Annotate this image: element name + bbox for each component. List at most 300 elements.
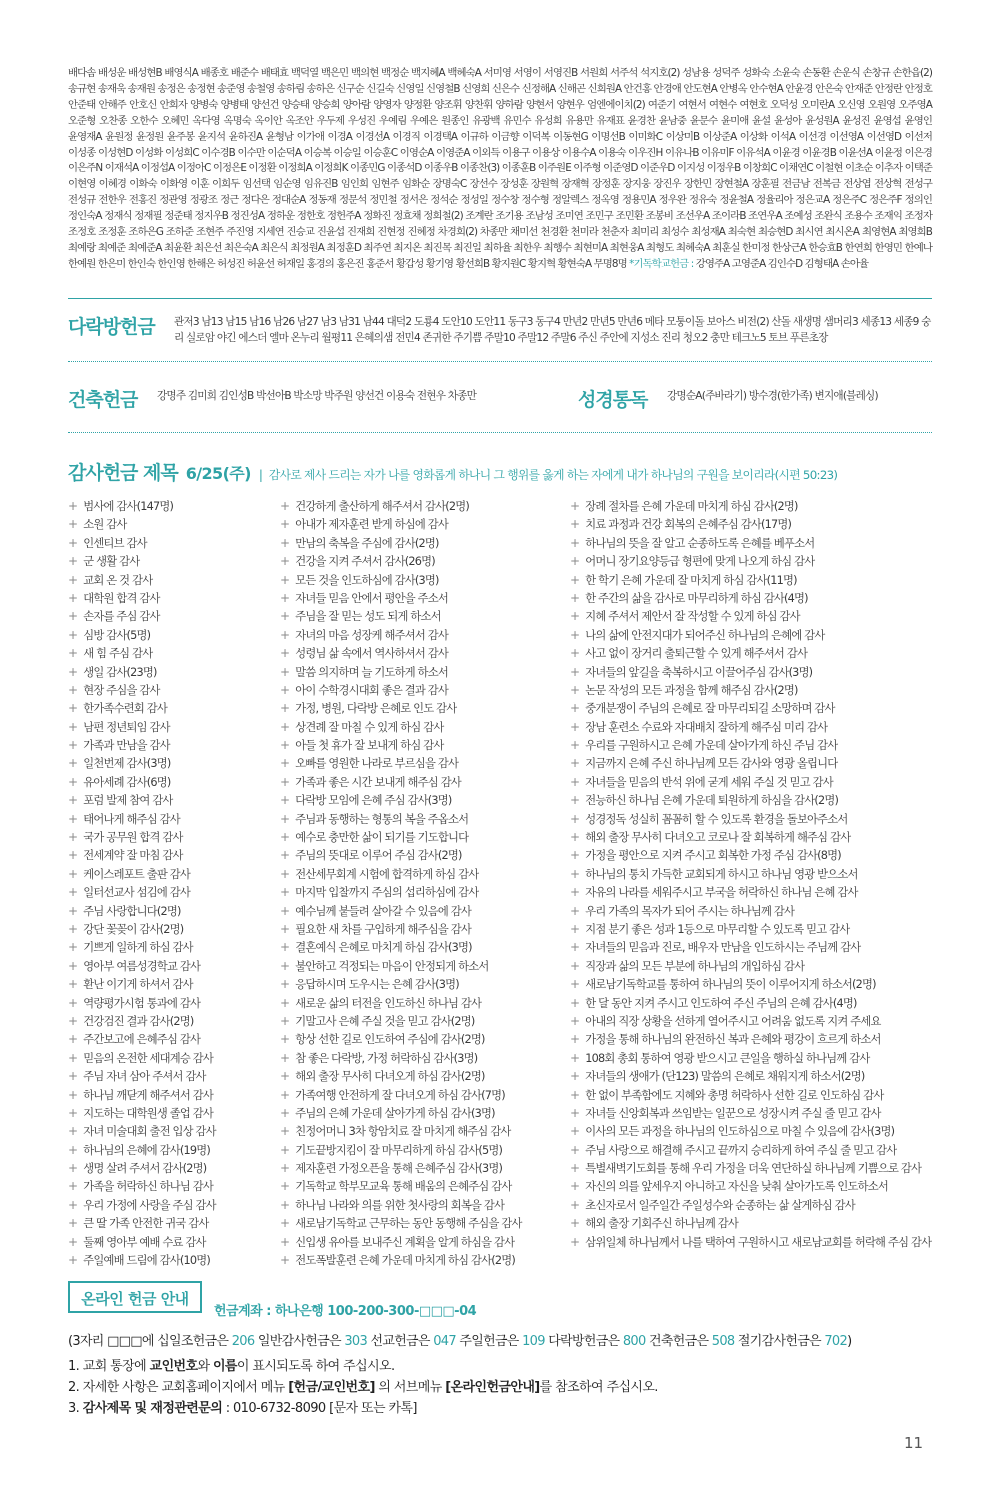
plus-icon: + bbox=[68, 646, 78, 661]
thanks-topic-text: 우리 가정에 사랑을 주심 감사 bbox=[83, 1198, 216, 1212]
thanks-topic-item bbox=[68, 883, 216, 901]
thanks-topic-item bbox=[68, 552, 216, 570]
thanks-topic-item bbox=[68, 975, 216, 993]
plus-icon: + bbox=[280, 1087, 290, 1102]
thanks-topic-text: 자녀들을 믿음의 반석 위에 굳게 세워 주실 것 믿고 감사 bbox=[585, 775, 833, 789]
note-bold: 교인번호 bbox=[149, 1359, 198, 1374]
thanks-topic-text: 성경정독 성실히 꼼꼼히 할 수 있도록 환경을 돌보아주소서 bbox=[585, 812, 848, 826]
thanks-topic-item bbox=[68, 773, 216, 791]
thanks-topic-text: 기말고사 은혜 주실 것을 믿고 감사(2명) bbox=[295, 1014, 475, 1028]
thanks-topic-item bbox=[280, 791, 522, 809]
thanks-topic-item bbox=[280, 773, 522, 791]
thanks-topic-item bbox=[280, 1196, 522, 1214]
thanks-topic-text: 치료 과정과 건강 회복의 은혜주심 감사(17명) bbox=[585, 518, 792, 532]
thanks-topic-item bbox=[68, 754, 216, 772]
thanks-topic-text: 주님 사랑합니다(2명) bbox=[83, 904, 181, 918]
plus-icon: + bbox=[280, 646, 290, 661]
thanks-topic-item bbox=[570, 1159, 931, 1177]
thanks-topic-text: 지도하는 대학원생 졸업 감사 bbox=[83, 1106, 213, 1120]
thanks-column-2 bbox=[280, 497, 522, 1269]
thanks-topic-text: 불안하고 걱정되는 마음이 안정되게 하소서 bbox=[295, 959, 489, 973]
page-number: 11 bbox=[904, 1434, 924, 1452]
thanks-topic-item bbox=[570, 515, 931, 533]
thanks-topic-item bbox=[280, 865, 522, 883]
thanks-topic-item bbox=[68, 681, 216, 699]
thanks-topic-text: 새로남기독학교 근무하는 동안 동행해 주심을 감사 bbox=[295, 1217, 522, 1231]
plus-icon: + bbox=[280, 1179, 290, 1194]
thanks-topic-item bbox=[68, 791, 216, 809]
thanks-topic-text: 주일예배 드림에 감사(10명) bbox=[83, 1254, 210, 1268]
thanks-topic-text: 군 생활 감사 bbox=[83, 555, 140, 569]
thanks-topic-text: 일천번제 감사(3명) bbox=[83, 757, 171, 771]
plus-icon: + bbox=[68, 719, 78, 734]
thanks-topic-text: 새로남기독학교를 통하여 하나님의 뜻이 이루어지게 하소서(2명) bbox=[585, 978, 876, 992]
thanks-topic-item bbox=[68, 571, 216, 589]
thanks-topic-text: 유아세례 감사(6명) bbox=[83, 775, 171, 789]
thanks-topic-text: 해외 출장 무사히 다녀오게 하심 감사(2명) bbox=[295, 1070, 485, 1084]
thanks-topic-item bbox=[570, 1141, 931, 1159]
thanks-topic-item bbox=[280, 1141, 522, 1159]
thanks-topic-item bbox=[570, 1233, 931, 1251]
thanks-topic-item bbox=[570, 902, 931, 920]
plus-icon: + bbox=[68, 958, 78, 973]
plus-icon: + bbox=[570, 738, 580, 753]
thanks-topic-text: 우리 가족의 목자가 되어 주시는 하나님께 감사 bbox=[585, 904, 795, 918]
section-divider bbox=[68, 298, 932, 299]
thanks-topic-item bbox=[280, 975, 522, 993]
note-3 bbox=[68, 1398, 658, 1419]
plus-icon: + bbox=[570, 719, 580, 734]
online-offering-title: 온라인 헌금 안내 bbox=[68, 1281, 202, 1313]
plus-icon: + bbox=[280, 1197, 290, 1212]
plus-icon: + bbox=[570, 958, 580, 973]
plus-icon: + bbox=[68, 774, 78, 789]
note-1 bbox=[68, 1356, 658, 1377]
plus-icon: + bbox=[280, 1161, 290, 1176]
thanks-topic-item bbox=[68, 589, 216, 607]
thanks-topic-text: 기쁘게 일하게 하심 감사 bbox=[83, 941, 193, 955]
plus-icon: + bbox=[280, 756, 290, 771]
thanks-topic-text: 하나님의 통치 가득한 교회되게 하시고 하나님 영광 받으소서 bbox=[585, 867, 858, 881]
thanks-topic-text: 마지막 입찰까지 주심의 섭리하심에 감사 bbox=[295, 886, 479, 900]
thanks-topic-item bbox=[280, 571, 522, 589]
note-text: 의 서브메뉴 bbox=[378, 1380, 442, 1395]
thanks-topic-text: 포럼 발제 참여 감사 bbox=[83, 794, 173, 808]
thanks-topic-text: 가족여행 안전하게 잘 다녀오게 하심 감사(7명) bbox=[295, 1088, 505, 1102]
build-label: 건축헌금은 bbox=[649, 1334, 709, 1349]
thanks-topic-text: 자녀들의 앞길을 축복하시고 이끌어주심 감사(3명) bbox=[585, 665, 813, 679]
plus-icon: + bbox=[570, 903, 580, 918]
plus-icon: + bbox=[570, 995, 580, 1010]
mission-code: 047 bbox=[433, 1334, 456, 1349]
build-code: 508 bbox=[711, 1334, 735, 1349]
thanks-topic-item bbox=[570, 663, 931, 681]
header-separator: | bbox=[258, 468, 263, 482]
thanks-topic-item bbox=[68, 736, 216, 754]
thanks-topic-text: 자녀들 신앙회복과 쓰임받는 일꾼으로 성장시켜 주실 줄 믿고 감사 bbox=[585, 1106, 881, 1120]
thanks-topic-item bbox=[68, 663, 216, 681]
thanks-topic-text: 역량평가시험 통과에 감사 bbox=[83, 996, 201, 1010]
plus-icon: + bbox=[68, 811, 78, 826]
plus-icon: + bbox=[280, 701, 290, 716]
plus-icon: + bbox=[570, 499, 580, 513]
thanks-topic-text: 해외 출장 무사히 다녀오고 코로나 잘 회복하게 해주심 감사 bbox=[585, 831, 851, 845]
plus-icon: + bbox=[280, 811, 290, 826]
note-bold: 감사제목 및 재정관련문의 bbox=[82, 1401, 223, 1416]
thanks-topic-item bbox=[280, 957, 522, 975]
thanks-topic-item bbox=[280, 644, 522, 662]
plus-icon: + bbox=[68, 682, 78, 697]
thanks-topic-item bbox=[570, 1086, 931, 1104]
thanks-topic-text: 남편 정년퇴임 감사 bbox=[83, 720, 170, 734]
thanks-topic-item bbox=[68, 1196, 216, 1214]
plus-icon: + bbox=[570, 1087, 580, 1102]
thanks-topic-item bbox=[280, 1251, 522, 1269]
plus-icon: + bbox=[570, 1142, 580, 1157]
thanks-topic-item bbox=[570, 1049, 931, 1067]
plus-icon: + bbox=[570, 885, 580, 900]
plus-icon: + bbox=[570, 1197, 580, 1212]
plus-icon: + bbox=[68, 1216, 78, 1231]
thanks-topic-item bbox=[570, 865, 931, 883]
note-text: 3. bbox=[68, 1401, 80, 1416]
thanks-topic-text: 생명 살려 주셔서 감사(2명) bbox=[83, 1162, 207, 1176]
thanks-topic-item bbox=[570, 1196, 931, 1214]
plus-icon: + bbox=[68, 499, 78, 513]
plus-icon: + bbox=[68, 1050, 78, 1065]
plus-icon: + bbox=[280, 719, 290, 734]
thanks-topic-item bbox=[280, 626, 522, 644]
thanks-topic-text: 전능하신 하나님 은혜 가운데 퇴원하게 하심을 감사(2명) bbox=[585, 794, 839, 808]
thanks-topic-item bbox=[280, 1159, 522, 1177]
thanks-topic-text: 가족을 허락하신 하나님 감사 bbox=[83, 1180, 213, 1194]
bible-reading-body: 강명순A(주바라기) 방수경(한가족) 변지애(블레싱) bbox=[667, 390, 878, 402]
thanks-topic-text: 자녀들의 생애가 (단123) 말씀의 은혜로 채워지게 하소서(2명) bbox=[585, 1070, 865, 1084]
thanks-topic-text: 사고 없이 장거리 출퇴근할 수 있게 해주셔서 감사 bbox=[585, 647, 808, 661]
thanks-topic-text: 어머니 장기요양등급 형편에 맞게 나오게 하심 감사 bbox=[585, 555, 815, 569]
thanks-topic-item bbox=[280, 607, 522, 625]
thanks-topic-text: 가정을 통해 하나님의 완전하신 복과 은혜와 평강이 흐르게 하소서 bbox=[585, 1033, 881, 1047]
thanks-topic-text: 기도끝방지킴이 잘 마무리하게 하심 감사(5명) bbox=[295, 1143, 503, 1157]
plus-icon: + bbox=[68, 1197, 78, 1212]
plus-icon: + bbox=[68, 701, 78, 716]
plus-icon: + bbox=[570, 1105, 580, 1120]
thanks-topic-item bbox=[570, 1214, 931, 1232]
thanks-topic-item bbox=[280, 810, 522, 828]
sunday-code: 109 bbox=[522, 1334, 545, 1349]
thanks-topic-item bbox=[570, 736, 931, 754]
plus-icon: + bbox=[280, 590, 290, 605]
thanks-topic-text: 교회 온 것 감사 bbox=[83, 573, 153, 587]
thanks-topic-item bbox=[68, 1251, 216, 1269]
note-bold: [헌금/교인번호] bbox=[288, 1380, 375, 1395]
thanks-topic-text: 범사에 감사(147명) bbox=[83, 500, 174, 513]
thanks-topics-title: 감사헌금 제목 bbox=[68, 462, 178, 484]
thanks-topic-item bbox=[68, 1104, 216, 1122]
plus-icon: + bbox=[68, 1069, 78, 1084]
plus-icon: + bbox=[570, 793, 580, 808]
thanks-topic-item bbox=[280, 846, 522, 864]
thanks-topic-text: 말씀 의지하며 늘 기도하게 하소서 bbox=[295, 665, 449, 679]
plus-icon: + bbox=[68, 590, 78, 605]
plus-icon: + bbox=[570, 646, 580, 661]
general-label: 일반감사헌금은 bbox=[257, 1334, 341, 1349]
thanks-topic-item bbox=[280, 938, 522, 956]
construction-title: 건축헌금 bbox=[68, 389, 138, 411]
thanks-topic-text: 직장과 삶의 모든 부분에 하나님의 개입하심 감사 bbox=[585, 959, 805, 973]
thanks-topic-item bbox=[570, 1067, 931, 1085]
thanks-topic-item bbox=[280, 754, 522, 772]
plus-icon: + bbox=[570, 866, 580, 881]
plus-icon: + bbox=[280, 682, 290, 697]
plus-icon: + bbox=[68, 903, 78, 918]
thanks-topic-item bbox=[570, 938, 931, 956]
plus-icon: + bbox=[570, 1161, 580, 1176]
thanks-topic-text: 항상 선한 길로 인도하여 주심에 감사(2명) bbox=[295, 1033, 485, 1047]
plus-icon: + bbox=[570, 1234, 580, 1249]
note-text: 1. 교회 통장에 bbox=[68, 1359, 147, 1374]
plus-icon: + bbox=[280, 1050, 290, 1065]
thanks-topic-text: 주님을 잘 믿는 성도 되게 하소서 bbox=[295, 610, 441, 624]
plus-icon: + bbox=[570, 811, 580, 826]
thanks-topic-text: 논문 작성의 모든 과정을 함께 해주심 감사(2명) bbox=[585, 683, 798, 697]
thanks-topic-item bbox=[280, 1049, 522, 1067]
thanks-topic-item bbox=[570, 975, 931, 993]
thanks-topic-item bbox=[570, 791, 931, 809]
thanks-topic-text: 자신의 의를 앞세우지 아니하고 자신을 낮춰 살아가도록 인도하소서 bbox=[585, 1180, 888, 1194]
thanks-topic-item bbox=[570, 957, 931, 975]
plus-icon: + bbox=[280, 921, 290, 936]
thanks-topic-item bbox=[570, 754, 931, 772]
thanks-topic-item bbox=[280, 1067, 522, 1085]
plus-icon: + bbox=[280, 995, 290, 1010]
plus-icon: + bbox=[280, 866, 290, 881]
plus-icon: + bbox=[68, 756, 78, 771]
plus-icon: + bbox=[68, 866, 78, 881]
thanks-topic-text: 주님 자녀 삼아 주셔서 감사 bbox=[83, 1070, 206, 1084]
sunday-label: 주일헌금은 bbox=[459, 1334, 519, 1349]
thanks-topic-text: 제자훈련 가정오픈을 통해 은혜주심 감사(3명) bbox=[295, 1162, 503, 1176]
thanks-topic-item bbox=[570, 699, 931, 717]
plus-icon: + bbox=[570, 554, 580, 569]
thanks-topic-text: 결혼예식 은혜로 마치게 하심 감사(3명) bbox=[295, 941, 472, 955]
thanks-topic-item bbox=[68, 1233, 216, 1251]
christian-school-fund-names: 강영주A 고영준A 김인수D 김형태A 손아율 bbox=[695, 257, 869, 270]
thanks-topic-item bbox=[280, 902, 522, 920]
plus-icon: + bbox=[280, 554, 290, 569]
thanks-topic-item bbox=[280, 497, 522, 515]
thanks-topic-text: 케이스레포트 출판 감사 bbox=[83, 867, 190, 881]
donor-names bbox=[68, 66, 932, 273]
note-text: 를 참조하여 주십시오. bbox=[539, 1380, 658, 1395]
bible-reading-title: 성경통독 bbox=[578, 389, 648, 411]
thanks-topic-item bbox=[280, 718, 522, 736]
general-code: 303 bbox=[344, 1334, 368, 1349]
plus-icon: + bbox=[68, 517, 78, 532]
codes-suffix: ) bbox=[847, 1334, 852, 1349]
thanks-topic-item bbox=[68, 1030, 216, 1048]
plus-icon: + bbox=[280, 793, 290, 808]
thanks-topic-item bbox=[280, 1177, 522, 1195]
thanks-topic-text: 가정, 병원, 다락방 은혜로 인도 감사 bbox=[295, 702, 457, 716]
plus-icon: + bbox=[68, 977, 78, 992]
thanks-topic-text: 현장 주심을 감사 bbox=[83, 683, 160, 697]
thanks-topic-text: 모든 것을 인도하심에 감사(3명) bbox=[295, 573, 439, 587]
thanks-topic-text: 전세계약 잘 마침 감사 bbox=[83, 849, 183, 863]
thanks-topic-item bbox=[570, 1030, 931, 1048]
thanks-topic-text: 상견례 잘 마칠 수 있게 하심 감사 bbox=[295, 720, 444, 734]
offering-codes bbox=[68, 1330, 851, 1349]
thanks-topic-item bbox=[68, 534, 216, 552]
plus-icon: + bbox=[570, 590, 580, 605]
thanks-topic-item bbox=[68, 607, 216, 625]
thanks-topic-text: 소원 감사 bbox=[83, 518, 127, 532]
thanks-topic-text: 응답하시며 도우시는 은혜 감사(3명) bbox=[295, 978, 459, 992]
plus-icon: + bbox=[68, 1142, 78, 1157]
note-text: 2. 자세한 사항은 교회홈페이지에서 메뉴 bbox=[68, 1380, 285, 1395]
thanks-topic-item bbox=[570, 552, 931, 570]
thanks-topic-text: 아내가 제자훈련 받게 하심에 감사 bbox=[295, 518, 449, 532]
thanks-topic-item bbox=[68, 957, 216, 975]
plus-icon: + bbox=[280, 1234, 290, 1249]
thanks-topic-text: 한 달 동안 지켜 주시고 인도하여 주신 주님의 은혜 감사(4명) bbox=[585, 996, 857, 1010]
plus-icon: + bbox=[570, 830, 580, 845]
thanks-topic-text: 환난 이기게 하셔서 감사 bbox=[83, 978, 193, 992]
plus-icon: + bbox=[570, 1216, 580, 1231]
plus-icon: + bbox=[280, 977, 290, 992]
thanks-topic-text: 한 주간의 삶을 감사로 마무리하게 하심 감사(4명) bbox=[585, 591, 808, 605]
plus-icon: + bbox=[68, 1161, 78, 1176]
thanks-topic-text: 성령님 삶 속에서 역사하셔서 감사 bbox=[295, 647, 449, 661]
thanks-topic-item bbox=[68, 1049, 216, 1067]
thanks-topic-text: 태어나게 해주심 감사 bbox=[83, 812, 180, 826]
plus-icon: + bbox=[68, 738, 78, 753]
thanks-topic-item bbox=[570, 607, 931, 625]
plus-icon: + bbox=[68, 1105, 78, 1120]
thanks-topic-text: 다락방 모임에 은혜 주심 감사(3명) bbox=[295, 794, 452, 808]
thanks-topic-text: 해외 출장 기회주신 하나님께 감사 bbox=[585, 1217, 739, 1231]
plus-icon: + bbox=[280, 517, 290, 532]
plus-icon: + bbox=[280, 499, 290, 513]
thanks-topic-text: 지점 분기 좋은 성과 1등으로 마무리할 수 있도록 믿고 감사 bbox=[585, 922, 850, 936]
construction-body: 강명주 김미희 김인성B 박선아B 박소망 박주원 양선건 이용숙 전현우 차종만 bbox=[157, 390, 477, 402]
thanks-topic-text: 친정어머니 3차 항암치료 잘 마치게 해주심 감사 bbox=[295, 1125, 511, 1139]
note-text: 이 표시되도록 하여 주십시오. bbox=[236, 1359, 395, 1374]
season-code: 702 bbox=[824, 1334, 848, 1349]
thanks-topic-text: 자녀 미술대회 출전 입상 감사 bbox=[83, 1125, 216, 1139]
thanks-topic-item bbox=[68, 1177, 216, 1195]
thanks-topic-item bbox=[280, 1012, 522, 1030]
offering-account: 헌금계좌 : 하나은행 100-200-300-□□□-04 bbox=[214, 1304, 477, 1319]
thanks-topic-item bbox=[68, 1012, 216, 1030]
thanks-topic-text: 하나님의 은혜에 감사(19명) bbox=[83, 1143, 210, 1157]
thanks-topic-item bbox=[570, 497, 931, 515]
thanks-topic-item bbox=[280, 883, 522, 901]
darakbang-body: 관저3 남13 남15 남16 남26 남27 남3 남31 남44 대덕2 도룡4 도안10 도안11 동구3 동구4 만년2 만년5 만년6 메타 모퉁이돌 보아스 비전(2) 산돌 새생명 샘머리3 세종13 세종9 숭리 실로암 야긴 에스더 엘마 온누리 월평11 은혜의샘 전민4 존귀한 주기쁨 주말10 주말12 주말6 주신 주안에 지성소 진리 청오2 충만 테크노5 토브 푸른초장 bbox=[174, 316, 931, 344]
thanks-topic-item bbox=[570, 571, 931, 589]
thanks-topic-text: 한가족수련회 감사 bbox=[83, 702, 167, 716]
thanks-topic-item bbox=[68, 1214, 216, 1232]
plus-icon: + bbox=[570, 1032, 580, 1047]
thanks-topic-item bbox=[280, 589, 522, 607]
plus-icon: + bbox=[570, 1013, 580, 1028]
thanks-topic-item bbox=[68, 626, 216, 644]
dotted-divider bbox=[68, 432, 932, 433]
thanks-topic-text: 큰 딸 가족 안전한 귀국 감사 bbox=[83, 1217, 209, 1231]
thanks-topic-text: 자녀들 믿음 안에서 평안을 주소서 bbox=[295, 591, 449, 605]
thanks-topic-text: 강단 꽃꽂이 감사(2명) bbox=[83, 922, 184, 936]
thanks-column-3 bbox=[570, 497, 931, 1251]
plus-icon: + bbox=[68, 921, 78, 936]
darak-code: 800 bbox=[622, 1334, 646, 1349]
plus-icon: + bbox=[280, 1105, 290, 1120]
thanks-topic-item bbox=[68, 865, 216, 883]
plus-icon: + bbox=[68, 1234, 78, 1249]
thanks-topic-item bbox=[570, 994, 931, 1012]
plus-icon: + bbox=[68, 1179, 78, 1194]
thanks-topic-item bbox=[280, 994, 522, 1012]
thanks-topic-text: 만남의 축복을 주심에 감사(2명) bbox=[295, 536, 439, 550]
plus-icon: + bbox=[68, 1087, 78, 1102]
thanks-topic-item bbox=[570, 883, 931, 901]
thanks-topic-text: 가정을 평안으로 지켜 주시고 회복한 가정 주심 감사(8명) bbox=[585, 849, 841, 863]
thanks-topic-text: 아이 수학경시대회 좋은 결과 감사 bbox=[295, 683, 449, 697]
thanks-topic-item bbox=[280, 920, 522, 938]
thanks-topic-item bbox=[68, 828, 216, 846]
thanks-topic-item bbox=[280, 1086, 522, 1104]
thanks-topic-item bbox=[280, 736, 522, 754]
thanks-topic-item bbox=[68, 1141, 216, 1159]
plus-icon: + bbox=[68, 885, 78, 900]
plus-icon: + bbox=[280, 903, 290, 918]
thanks-topics-verse: 감사로 제사 드리는 자가 나를 영화롭게 하나니 그 행위를 옳게 하는 자에게 내가 하나님의 구원을 보이리라(시편 50:23) bbox=[268, 468, 838, 482]
plus-icon: + bbox=[68, 1032, 78, 1047]
thanks-topic-item bbox=[68, 515, 216, 533]
thanks-topic-text: 예수로 충만한 삶이 되기를 기도합니다 bbox=[295, 831, 469, 845]
thanks-topic-text: 건강검진 결과 감사(2명) bbox=[83, 1014, 194, 1028]
thanks-topic-item bbox=[68, 699, 216, 717]
thanks-topic-item bbox=[68, 846, 216, 864]
note-text: 와 bbox=[197, 1359, 210, 1374]
plus-icon: + bbox=[68, 627, 78, 642]
plus-icon: + bbox=[570, 1124, 580, 1139]
plus-icon: + bbox=[68, 830, 78, 845]
plus-icon: + bbox=[68, 995, 78, 1010]
plus-icon: + bbox=[280, 1069, 290, 1084]
plus-icon: + bbox=[68, 554, 78, 569]
thanks-topic-text: 전산세무회계 시험에 합격하게 하심 감사 bbox=[295, 867, 479, 881]
plus-icon: + bbox=[280, 958, 290, 973]
thanks-topic-item bbox=[570, 626, 931, 644]
thanks-topic-item bbox=[280, 1030, 522, 1048]
thanks-topic-text: 대학원 합격 감사 bbox=[83, 591, 160, 605]
plus-icon: + bbox=[570, 1069, 580, 1084]
thanks-topic-item bbox=[68, 497, 216, 515]
plus-icon: + bbox=[68, 848, 78, 863]
plus-icon: + bbox=[280, 572, 290, 587]
thanks-topic-text: 영아부 여름성경학교 감사 bbox=[83, 959, 201, 973]
plus-icon: + bbox=[68, 940, 78, 955]
thanks-topic-item bbox=[280, 1122, 522, 1140]
thanks-topic-text: 가족과 만남을 감사 bbox=[83, 739, 170, 753]
christian-school-fund-label: *기독학교헌금 : bbox=[629, 257, 694, 270]
thanks-topic-text: 자녀들의 믿음과 진로, 배우자 만남을 인도하시는 주님께 감사 bbox=[585, 941, 861, 955]
thanks-topic-text: 지혜 주셔서 제안서 잘 작성할 수 있게 하심 감사 bbox=[585, 610, 800, 624]
thanks-topic-text: 108회 총회 통하여 영광 받으시고 큰일을 행하실 하나님께 감사 bbox=[585, 1051, 870, 1065]
thanks-topic-text: 손자를 주심 감사 bbox=[83, 610, 160, 624]
tithe-code: 206 bbox=[231, 1334, 255, 1349]
thanks-topic-text: 일터선교사 섬김에 감사 bbox=[83, 886, 190, 900]
